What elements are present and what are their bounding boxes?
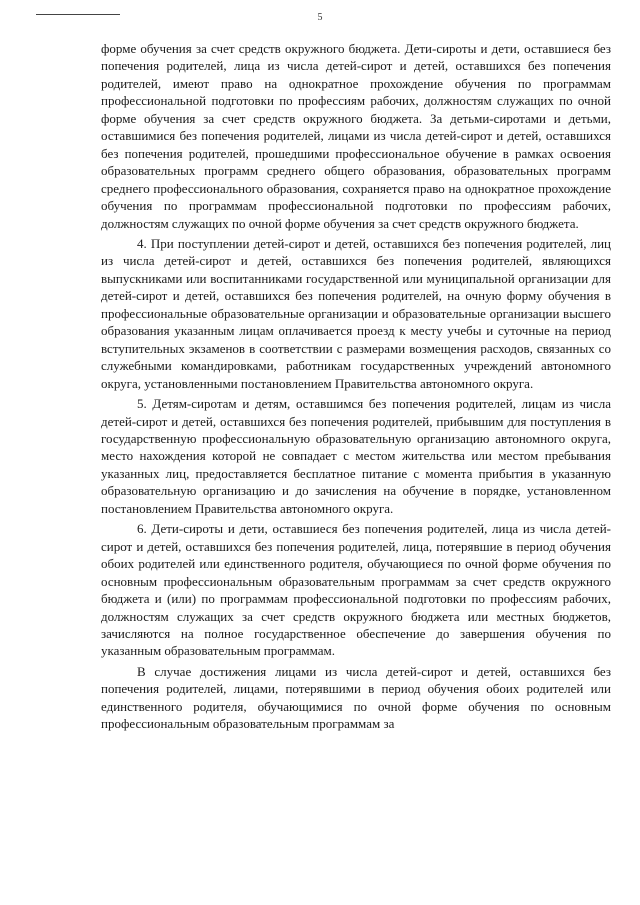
paragraph-4: 4. При поступлении детей-сирот и детей, оставшихся без попечения родителей, лиц из числа детей-сирот и детей, оставшихся без попечения родителей, являющихся выпускниками или воспитанниками государственной или муниципальной организации для детей-сирот и детей, оставшихся без попечения родителей, на очную форму обучения в профессиональные образовательные организации и образовательные организации высшего образования указанным лицам оплачивается проезд к месту учебы и суточные на период вступительных экзаменов в соответствии с размерами возмещения расходов, связанных со служебными командировками, работникам государственных учреждений автономного округа, установленными постановлением Правительства автономного округа. (101, 235, 611, 391)
paragraph-5: 5. Детям-сиротам и детям, оставшимся без попечения родителей, лицам из числа детей-сирот и детей, оставшихся без попечения родителей, прибывшим для поступления в государственную профессиональную образовательную организацию автономного округа, место нахождения которой не совпадает с местом жительства или местом пребывания указанных лиц, предоставляется бесплатное питание с момента прибытия в указанную образовательную организацию и до зачисления на обучение в порядке, установленном постановлением Правительства автономного округа. (101, 396, 611, 516)
document-body (101, 40, 611, 733)
paragraph-6-part-2: В случае достижения лицами из числа детей-сирот и детей, оставшихся без попечения родителей, лицами, потерявшими в период обучения обоих родителей или единственного родителя, обучающимися по очной форме обучения по основным профессиональным образовательным программам за (101, 663, 611, 732)
page-number: 5 (317, 12, 323, 23)
paragraph-6: 6. Дети-сироты и дети, оставшиеся без попечения родителей, лица из числа детей-сирот и детей, оставшихся без попечения родителей, лица, потерявшие в период обучения обоих родителей или единственного родителя, обучающиеся по очной форме обучения по основным профессиональным образовательным программам за счет средств окружного бюджета и (или) по программам профессиональной подготовки по профессиям рабочих, должностям служащих за счет средств окружного бюджета или местных бюджетов, зачисляются на полное государственное обеспечение до завершения обучения по указанным образовательным программам. (101, 521, 611, 659)
paragraph-continuation: форме обучения за счет средств окружного бюджета. Дети-сироты и дети, оставшиеся без попечения родителей, лица из числа детей-сирот и детей, оставшихся без попечения родителей, имеют право на однократное прохождение обучения по программам профессиональной подготовки по профессиям рабочих, должностям служащих по очной форме обучения за счет средств окружного бюджета. За детьми-сиротами и детьми, оставшимися без попечения родителей, лицами из числа детей-сирот и детей, оставшихся без попечения родителей, прошедшими профессиональное обучение в рамках освоения образовательных программ среднего общего образования, образовательных программ среднего профессионального образования, сохраняется право на однократное прохождение обучения по программам профессиональной подготовки по профессиям рабочих, должностям служащих по очной форме обучения за счет средств окружного бюджета. (101, 41, 611, 231)
